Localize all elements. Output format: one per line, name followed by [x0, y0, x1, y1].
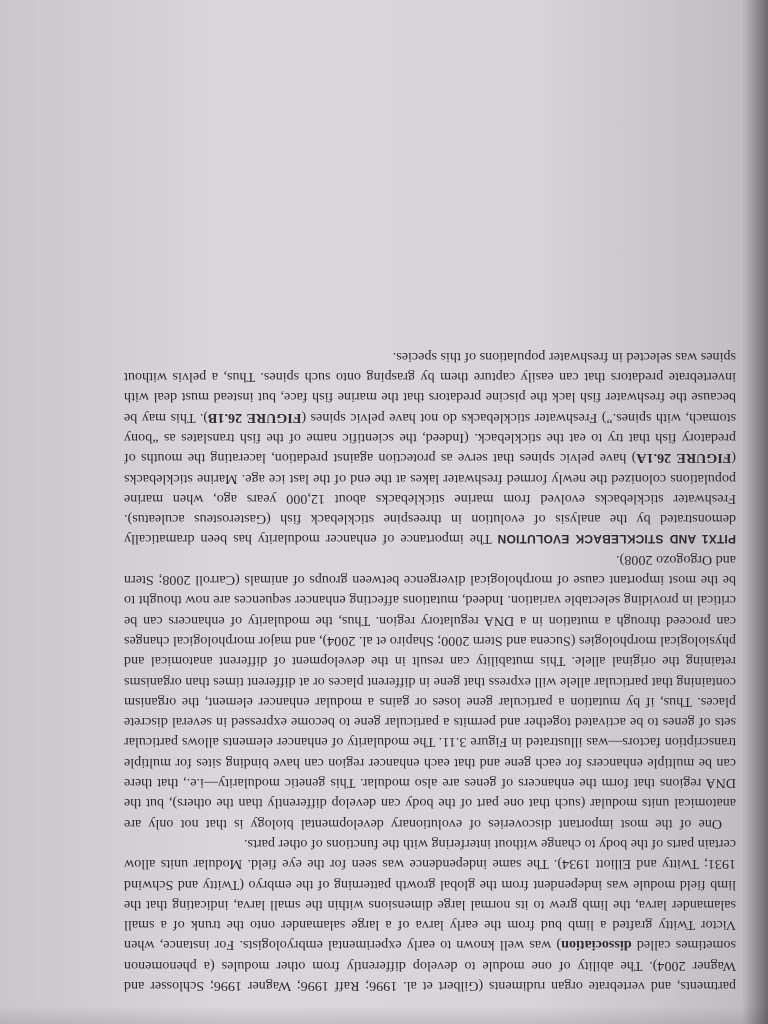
paragraph-stickleback-end: ). This may be because the freshwater fish lack the piscine predators that the marine fish face, but instead must deal with invertebrate predators that can easily capture them by grasping onto such spines. Thus, a pelvis without spines was selected in freshwater populations of this species. [123, 348, 736, 426]
paragraph-stickleback-text: The importance of enhancer modularity has been dramatically demonstrated by the analysis of evolution in threespine stickleback fish (Gasterosteus aculeatus). Freshwater sticklebacks evolved from marine sticklebacks about 12,000 years ago, when marine populations colonized the newly formed freshwater lakes at the end of the last ice age. Marine sticklebacks ( [124, 450, 736, 548]
paragraph-modules [124, 834, 736, 996]
term-dissociation: dissociation [561, 937, 632, 954]
paragraph-enhancer-modularity: One of the most important discoveries of evolutionary developmental biology is that not only are anatomical units modular (such that one part of the body can develop differently than the others), but the DNA regions that form the enhancers of genes are also modular. This genetic modularity—i.e., that there can be multiple enhancers for each gene and that each enhancer region can have binding sites for multiple transcription factors—was illustrated in Figure 3.11. The modularity of enhancer elements allows particular sets of genes to be activated together and permits a particular gene to become expressed in several discrete places. Thus, if by mutation a particular gene loses or gains a modular enhancer element, the organism containing that particular allele will express that gene in different places or at different times than organisms retaining the original allele. This mutability can result in the development of different anatomical and physiological morphologies (Sucena and Stern 2000; Shapiro et al. 2004), and major morphological changes can proceed through a mutation in a DNA regulatory region. Thus, the modularity of enhancers can be critical in providing selectable variation. Indeed, mutations affecting enhancer sequences are now thought to be the most important cause of morphological divergence between groups of animals (Carroll 2008; Stern and Orgogozo 2008). [124, 551, 736, 832]
page-bottom-edge [0, 1006, 768, 1024]
paragraph-modules-rest: ) was well known to early experimental embryologists. For instance, when Victor Twitty grafted a limb bud from the early larva of a large salamander onto the trunk of a small salamander larva, the limb grew to its normal large dimensions within the small larva, indicating that the limb field module was independent from the global growth patterning of the embryo (Twitty and Schwind 1931; Twitty and Elliott 1934). The same independence was seen for the eye field. Modular units allow certain parts of the body to change without interfering with the functions of other parts. [124, 835, 736, 954]
section-heading-pitx1: PITX1 AND STICKLEBACK EVOLUTION [497, 532, 736, 547]
paragraph-modules-text: partments, and vertebrate organ rudiments (Gilbert et al. 1996; Raff 1996; Wagner 1996; Schlosser and Wagner 2004). The ability of one module to develop differently from other modules (a phenomenon sometimes called [124, 937, 736, 994]
page-gutter-shadow [742, 0, 768, 1024]
paragraph-stickleback [124, 347, 736, 550]
paragraph-stickleback-mid: ) have pelvic spines that serve as protection against predation, lacerating the mouths of predatory fish that try to eat the stickleback. (Indeed, the scientific name of the fish translates as “bony stomach, with spines.”) Freshwater sticklebacks do not have pelvic spines ( [124, 409, 736, 467]
figure-ref-26-1b: FIGURE 26.1B [208, 409, 302, 426]
text-column-upside-down [24, 28, 744, 996]
body-text [124, 347, 744, 997]
figure-ref-26-1a: FIGURE 26.1A [636, 450, 732, 467]
